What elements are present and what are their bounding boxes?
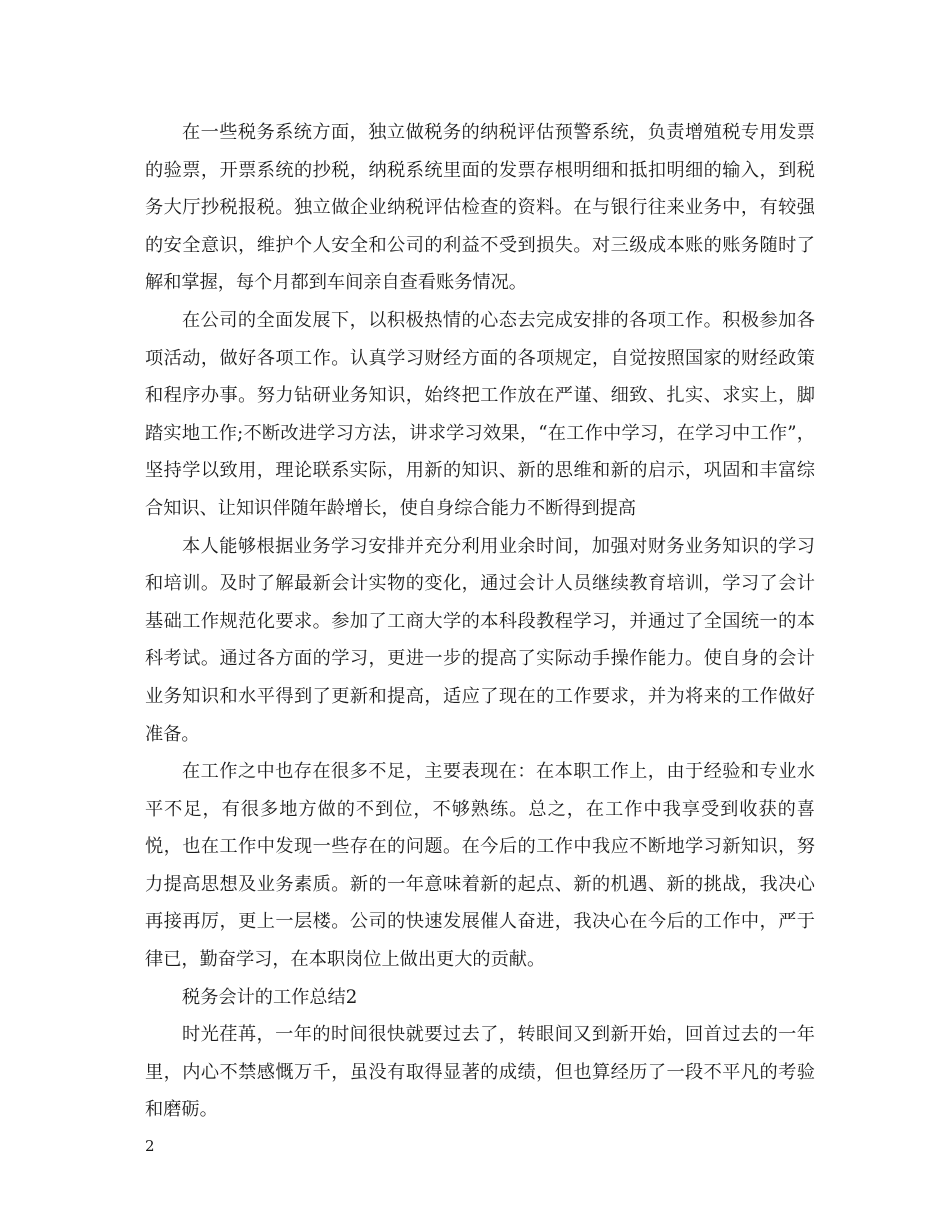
section-heading: 税务会计的工作总结2 <box>182 986 358 1008</box>
paragraph-tax-systems: 在一些税务系统方面，独立做税务的纳税评估预警系统，负责增殖税专用发票的验票，开票系统的抄税，纳税系统里面的发票存根明细和抵扣明细的输入，到税务大厅抄税报税。独立做企业纳税评估检查的资料。在与银行往来业务中，有较强的安全意识，维护个人安全和公司的利益不受到损失。对三级成本账的账务随时了解和掌握，每个月都到车间亲自查看账务情况。 <box>145 122 815 294</box>
paragraph-business-study: 本人能够根据业务学习安排并充分利用业余时间，加强对财务业务知识的学习和培训。及时了解最新会计实物的变化，通过会计人员继续教育培训，学习了会计基础工作规范化要求。参加了工商大学的本科段教程学习，并通过了全国统一的本科考试。通过各方面的学习，更进一步的提高了实际动手操作能力。使自身的会计业务知识和水平得到了更新和提高，适应了现在的工作要求，并为将来的工作做好准备。 <box>145 535 815 745</box>
document-body <box>145 114 815 1129</box>
paragraph-company-development: 在公司的全面发展下，以积极热情的心态去完成安排的各项工作。积极参加各项活动，做好各项工作。认真学习财经方面的各项规定，自觉按照国家的财经政策和程序办事。努力钻研业务知识，始终把工作放在严谨、细致、扎实、求实上，脚踏实地工作;不断改进学习方法，讲求学习效果，“在工作中学习，在学习中工作”，坚持学以致用，理论联系实际，用新的知识、新的思维和新的启示，巩固和丰富综合知识、让知识伴随年龄增长，使自身综合能力不断得到提高 <box>145 309 815 519</box>
paragraph-year-review: 时光荏苒，一年的时间很快就要过去了，转眼间又到新开始，回首过去的一年里，内心不禁感慨万千，虽没有取得显著的成绩，但也算经历了一段不平凡的考验和磨砺。 <box>145 1024 815 1121</box>
paragraph-shortcomings: 在工作之中也存在很多不足，主要表现在：在本职工作上，由于经验和专业水平不足，有很多地方做的不到位，不够熟练。总之，在工作中我享受到收获的喜悦，也在工作中发现一些存在的问题。在今后的工作中我应不断地学习新知识，努力提高思想及业务素质。新的一年意味着新的起点、新的机遇、新的挑战，我决心再接再厉，更上一层楼。公司的快速发展催人奋进，我决心在今后的工作中，严于律已，勤奋学习，在本职岗位上做出更大的贡献。 <box>145 761 815 971</box>
page-number: 2 <box>145 1137 155 1155</box>
